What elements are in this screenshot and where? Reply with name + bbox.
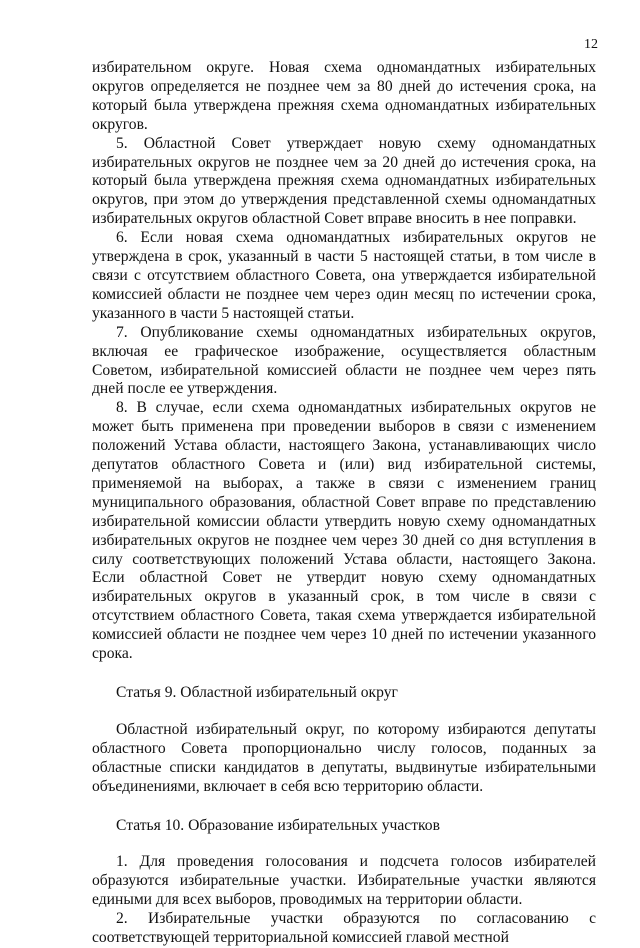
article-10-heading: Статья 10. Образование избирательных участков [116,816,440,834]
document-body [92,59,596,948]
article-9-heading: Статья 9. Областной избирательный округ [116,684,398,701]
paragraph-item-5: 5. Областной Совет утверждает новую схему одномандатных избирательных округов не позднее чем за 20 дней до истечения срока, на который была утверждена прежняя схема одномандатных избирательных округов, при этом до утверждения представленной схемы одномандатных избирательных округов областной Совет вправе вносить в нее поправки. [92,134,596,228]
paragraph-item-7: 7. Опубликование схемы одномандатных избирательных округов, включая ее графическое изображение, осуществляется областным Советом, избирательной комиссией области не позднее чем через пять дней после ее утверждения. [92,323,596,398]
article-9-text: Областной избирательный округ, по которому избираются депутаты областного Совета пропорционально числу голосов, поданных за областные списки кандидатов в депутаты, выдвинутые избирательными объединениями, включает в себя всю территорию области. [92,720,596,795]
paragraph-item-6: 6. Если новая схема одномандатных избирательных округов не утверждена в срок, указанный в части 5 настоящей статьи, в том числе в связи с отсутствием областного Совета, она утверждается избирательной комиссией области не позднее чем через один месяц по истечении срока, указанного в части 5 настоящей статьи. [92,229,596,322]
article-10-paragraph-1: 1. Для проведения голосования и подсчета голосов избирателей образуются избирательные участки. Избирательные участки являются едиными для всех выборов, проводимых на территории области. [92,853,596,909]
page-number: 12 [584,37,598,52]
paragraph-item-8: 8. В случае, если схема одномандатных избирательных округов не может быть применена при проведении выборов в связи с изменением положений Устава области, настоящего Закона, устанавливающих число депутатов областного Совета и (или) вид избирательной системы, применяемой на выборах, а также в связи с изменением границ муниципального образования, областной Совет вправе по представлению избирательной комиссии области утвердить новую схему одномандатных избирательных округов не позднее чем через 30 дней со дня вступления в силу соответствующих положений Устава области, настоящего Закона. Если областной Совет не утвердит новую схему одномандатных избирательных округов в указанный срок, в том числе в связи с отсутствием областного Совета, такая схема утверждается избирательной комиссией области не позднее чем через 10 дней по истечении указанного срока. [92,399,596,663]
paragraph-continuation: избирательном округе. Новая схема одномандатных избирательных округов определяется не позднее чем за 80 дней до истечения срока, на который была утверждена прежняя схема одномандатных избирательных округов. [92,59,596,133]
article-10-paragraph-2: 2. Избирательные участки образуются по согласованию с соответствующей территориальной комиссией главой местной [92,910,596,947]
